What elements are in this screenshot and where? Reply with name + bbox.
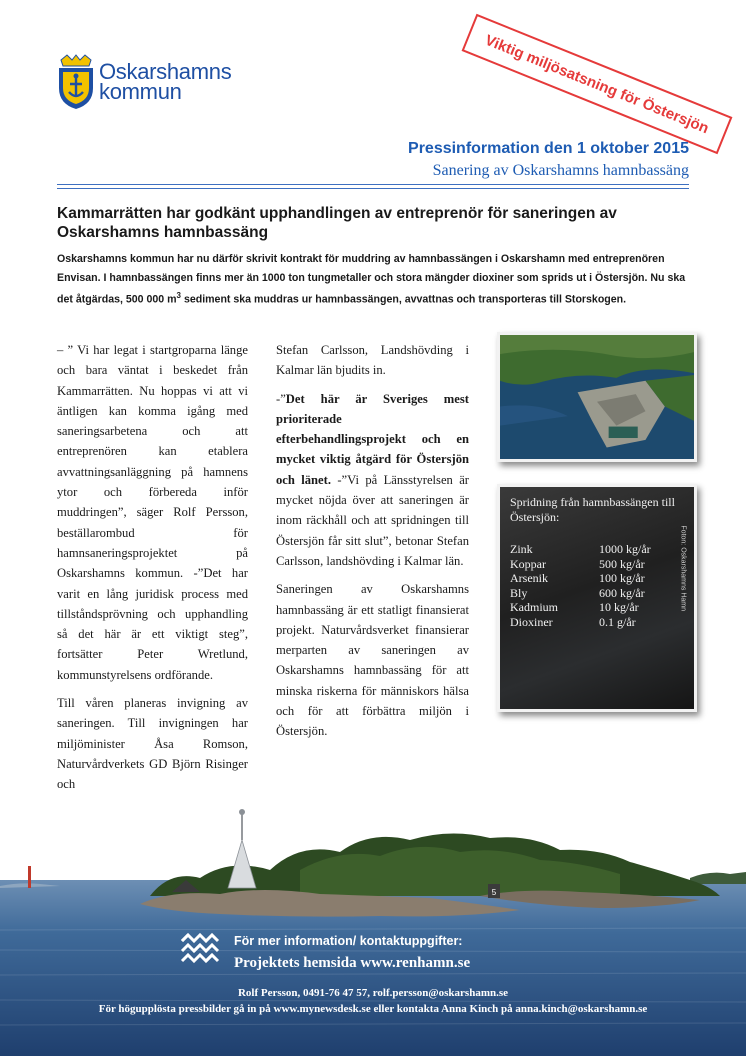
body-column-1: [57, 340, 248, 803]
coat-of-arms-icon: [57, 54, 95, 110]
substance-name: Koppar: [510, 556, 546, 571]
col2-paragraph-2: [276, 389, 469, 572]
contact-label: För mer information/ kontaktuppgifter:: [234, 934, 463, 948]
infobox-row: [510, 615, 684, 630]
header-rule-bottom: [57, 188, 689, 189]
contact-person: Rolf Persson, 0491-76 47 57, rolf.persson@oskarshamn.se: [237, 987, 509, 999]
header-rule-top: [57, 184, 689, 185]
project-website-link[interactable]: Projektets hemsida www.renhamn.se: [234, 955, 471, 971]
substance-name: Dioxiner: [510, 614, 553, 629]
infobox-title: Spridning från hamnbassängen till Östersjön:: [510, 495, 675, 524]
col1-paragraph-1: – ” Vi har legat i startgroparna länge och bara väntat i beskedet från Kammarrätten. Nu hoppas vi att vi äntligen kan komma igång med saneringsarbetena och att entreprenören kan etablera avvattningsanläggning på hamnens ytor och förbereda inför muddringen”, säger Rolf Persson, beställarombud för hamnsaneringsprojektet på Oskarshamns kommun. -”Det har varit en lång juridisk process med tillståndsprövning och upphandling så det här är ett viktigt steg”, fortsätter Peter Wretlund, kommunstyrelsens ordförande.: [57, 343, 248, 682]
col2-bold-quote: Det här är Sveriges mest prioriterade efterbehandlingsprojekt och en mycket viktig åtgärd för Östersjön och länet.: [276, 391, 469, 487]
municipality-logo: [57, 54, 231, 110]
substance-name: Arsenik: [510, 571, 548, 585]
substance-value: 10 kg/år: [599, 600, 639, 614]
infobox-row: [510, 600, 684, 615]
press-subtitle: Sanering av Oskarshamns hamnbassäng: [432, 162, 689, 179]
lead-text-end: sediment ska muddras ur hamnbassängen, avvattnas och transporteras till Storskogen.: [181, 293, 627, 306]
headline: Kammarrätten har godkänt upphandlingen av entreprenör för saneringen av Oskarshamns hamnbassäng: [57, 205, 617, 241]
logo-line1: Oskarshamns: [99, 59, 232, 84]
substance-name: Zink: [510, 542, 533, 556]
beacon-number: 5: [491, 888, 497, 897]
photo-credit: Foton: Oskarshamns Hamn: [680, 525, 687, 611]
substance-name: Bly: [510, 585, 528, 600]
col1-paragraph-2: Till våren planeras invigning av saneringen. Till invigningen har miljöminister Åsa Romson, Naturvårdverkets GD Björn Risinger och: [57, 696, 248, 792]
logo-line2: kommun: [99, 79, 182, 104]
campaign-stamp: Viktig miljösatsning för Östersjön: [462, 14, 733, 154]
mesh-logo-icon: [180, 933, 224, 969]
harbour-aerial-photo: [497, 332, 697, 462]
substance-value: 100 kg/år: [599, 571, 645, 585]
substance-name: Kadmium: [510, 600, 558, 614]
infobox-row: [510, 542, 684, 557]
body-column-2: [276, 340, 469, 750]
substance-value: 600 kg/år: [599, 585, 645, 600]
substance-value: 1000 kg/år: [599, 542, 651, 556]
lead-superscript: 3: [176, 291, 181, 300]
lead-paragraph: [57, 250, 697, 309]
emission-infobox: [497, 484, 697, 712]
col2-quote-open: -”: [276, 391, 286, 406]
col2-paragraph-3: Saneringen av Oskarshamns hamnbassäng är ett statligt finansierat projekt. Naturvårdsverket finansierar merparten av saneringen av Oskarshamns hamnbassäng för att minska riskerna för människors hälsa och för att förbättra miljön i Östersjön.: [276, 582, 469, 739]
substance-value: 500 kg/år: [599, 556, 645, 571]
infobox-row: [510, 557, 684, 572]
press-images-info: För högupplösta pressbilder gå in på www.mynewsdesk.se eller kontakta Anna Kinch på anna.kinch@oskarshamn.se: [98, 1003, 648, 1015]
col2-paragraph-1: Stefan Carlsson, Landshövding i Kalmar län bjudits in.: [276, 343, 469, 378]
press-date: Pressinformation den 1 oktober 2015: [408, 140, 689, 157]
substance-value: 0.1 g/år: [599, 614, 636, 629]
infobox-row: [510, 586, 684, 601]
island-seascape: [0, 800, 746, 1056]
infobox-row: [510, 571, 684, 586]
col2-quote-rest: -”Vi på Länsstyrelsen är mycket nöjda över att saneringen är inom räckhåll och att spridningen till Östersjön får sitt slut”, betonar Stefan Carlsson, landshövding i Kalmar län.: [276, 472, 469, 568]
lead-text: Oskarshamns kommun har nu därför skrivit kontrakt för muddring av hamnbassängen i Oskarshamn med entreprenören Envisan. I hamnbassängen finns mer än 1000 ton tungmetaller och stora mängder dioxiner som sprids ut i Östersjön. Nu ska det åtgärdas, 500 000 m: [57, 253, 686, 306]
